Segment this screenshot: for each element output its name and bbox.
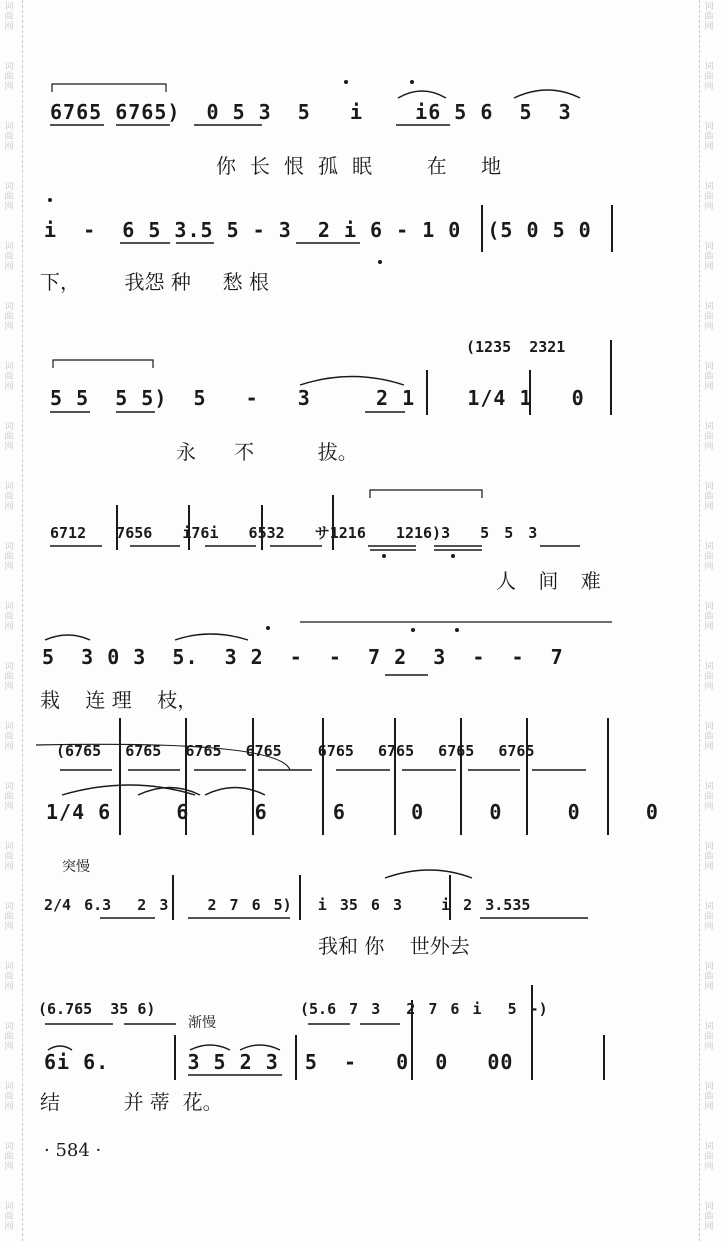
notes-line-4: 6712 7656 i76i 6532 サ1216 1216)3 5 5 3 <box>50 524 538 542</box>
watermark-glyphs: 词 曲 网 <box>704 842 714 872</box>
watermark-glyphs: 词 曲 网 <box>4 842 14 872</box>
watermark-glyphs: 词 曲 网 <box>704 302 714 332</box>
watermark-glyphs: 词 曲 网 <box>704 602 714 632</box>
notes-line-5: 5 3 0 3 5. 3 2 - - 7 2 3 - - 7 <box>42 645 564 669</box>
watermark-glyphs: 词 曲 网 <box>4 662 14 692</box>
watermark-glyphs: 词 曲 网 <box>4 302 14 332</box>
watermark-glyphs: 词 曲 网 <box>4 1022 14 1052</box>
watermark-glyphs: 词 曲 网 <box>704 1202 714 1232</box>
lyric-line-3: 永 不 拔。 <box>176 440 358 464</box>
notes-line-7: 1/4 6 6 6 6 0 0 0 0 <box>46 800 659 824</box>
watermark-glyphs: 词 曲 网 <box>4 62 14 92</box>
watermark-glyphs: 词 曲 网 <box>4 782 14 812</box>
watermark-glyphs: 词 曲 网 <box>4 1202 14 1232</box>
watermark-glyphs: 词 曲 网 <box>704 242 714 272</box>
lyric-line-4: 人 间 难 <box>496 569 609 593</box>
watermark-glyphs: 词 曲 网 <box>704 1022 714 1052</box>
watermark-glyphs: 词 曲 网 <box>704 662 714 692</box>
watermark-glyphs: 词 曲 网 <box>4 182 14 212</box>
watermark-glyphs: 词 曲 网 <box>704 1082 714 1112</box>
notes-line-9-upper-2: (5.6 7 3 2 7 6 i 5 -) <box>300 1000 548 1018</box>
watermark-glyphs: 词 曲 网 <box>4 602 14 632</box>
watermark-glyphs: 词 曲 网 <box>704 182 714 212</box>
watermark-glyphs: 词 曲 网 <box>4 1082 14 1112</box>
watermark-glyphs: 词 曲 网 <box>704 902 714 932</box>
watermark-glyphs: 词 曲 网 <box>4 482 14 512</box>
watermark-glyphs: 词 曲 网 <box>704 962 714 992</box>
lyric-line-1: 你长恨孤眠 在 地 <box>216 154 516 178</box>
notes-line-3-upper: (1235 2321 <box>466 338 566 356</box>
watermark-glyphs: 词 曲 网 <box>4 122 14 152</box>
notes-line-1: 6765 6765) 0 5 3 5 i i6 5 6 5 3 <box>50 100 572 124</box>
watermark-glyphs: 词 曲 网 <box>704 722 714 752</box>
watermark-glyphs: 词 曲 网 <box>4 2 14 32</box>
notes-line-3: 5 5 5 5) 5 - 3 2 1 1/4 1 0 <box>50 386 585 410</box>
watermark-glyphs: 词 曲 网 <box>4 242 14 272</box>
tempo-mark-1: 突慢 <box>62 859 90 875</box>
lyric-line-5: 栽 连 理 枝， <box>40 688 198 712</box>
lyric-line-9: 结 并 蒂 花。 <box>40 1090 223 1114</box>
notes-line-6: (6765 6765 6765 6765 6765 6765 6765 6765 <box>56 742 535 760</box>
lyric-line-8: 我和 你 世外去 <box>318 934 470 958</box>
watermark-glyphs: 词 曲 网 <box>4 362 14 392</box>
page-number: · 584 · <box>44 1140 102 1161</box>
watermark-glyphs: 词 曲 网 <box>4 962 14 992</box>
watermark-glyphs: 词 曲 网 <box>704 422 714 452</box>
watermark-glyphs: 词 曲 网 <box>704 122 714 152</box>
notes-line-8: 2/4 6.3 2 3 2 7 6 5) i 35 6 3 i 2 3.535 <box>44 896 531 914</box>
lyric-line-2: 下， 我怨 种 愁 根 <box>40 270 270 294</box>
notes-line-9-upper: (6.765 35 6) <box>38 1000 156 1018</box>
watermark-glyphs: 词 曲 网 <box>4 722 14 752</box>
watermark-glyphs: 词 曲 网 <box>704 62 714 92</box>
notes-line-2: i - 6 5 3.5 5 - 3 2 i 6 - 1 0 (5 0 5 0 <box>44 218 592 242</box>
notes-line-9: 6i 6. 3 5 2 3 5 - 0 0 00 <box>44 1050 514 1074</box>
watermark-glyphs: 词 曲 网 <box>704 482 714 512</box>
watermark-glyphs: 词 曲 网 <box>704 782 714 812</box>
tempo-mark-2: 渐慢 <box>188 1015 216 1031</box>
watermark-glyphs: 词 曲 网 <box>4 902 14 932</box>
watermark-glyphs: 词 曲 网 <box>704 542 714 572</box>
watermark-glyphs: 词 曲 网 <box>704 2 714 32</box>
watermark-glyphs: 词 曲 网 <box>4 1142 14 1172</box>
watermark-glyphs: 词 曲 网 <box>704 1142 714 1172</box>
watermark-glyphs: 词 曲 网 <box>4 542 14 572</box>
watermark-glyphs: 词 曲 网 <box>704 362 714 392</box>
watermark-glyphs: 词 曲 网 <box>4 422 14 452</box>
